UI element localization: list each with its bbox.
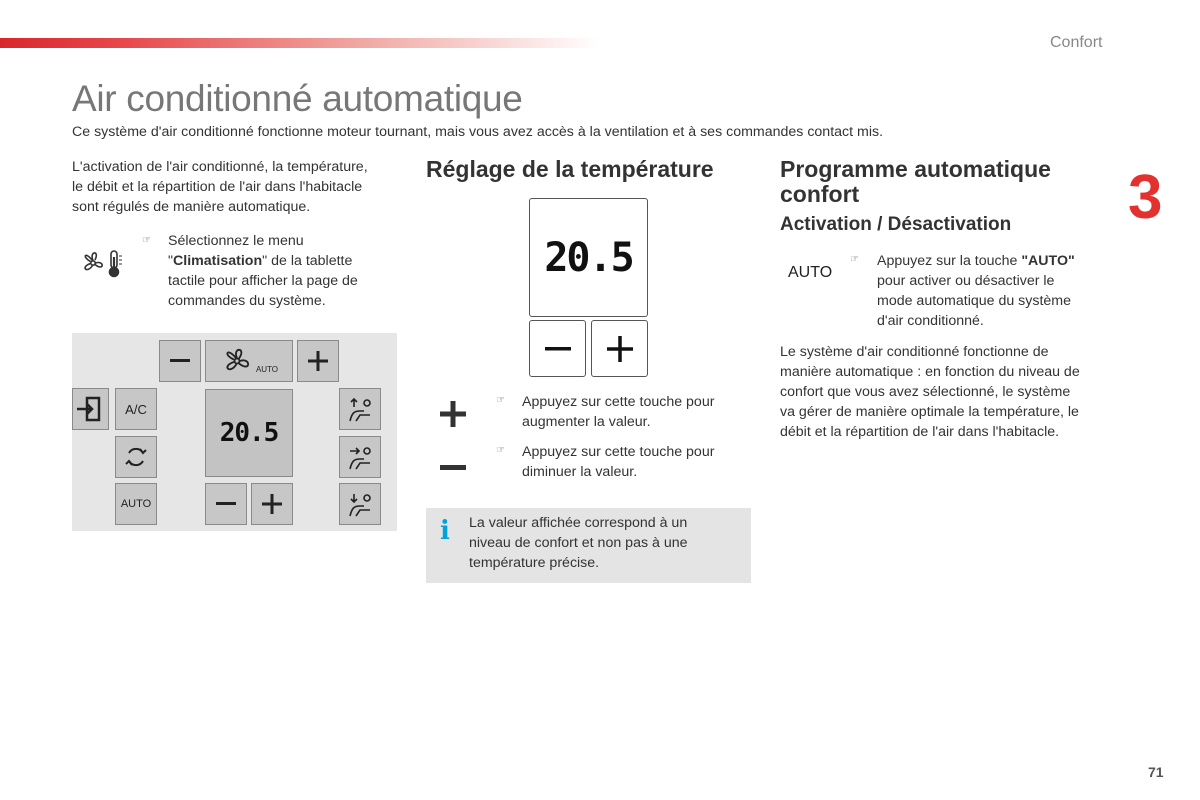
temperature-display-large [529, 198, 648, 317]
display-value: 20.5 [544, 234, 633, 281]
minus-icon [440, 458, 466, 476]
page-title: Air conditionné automatique [72, 78, 523, 119]
recirculation-icon [124, 445, 148, 469]
airflow-windscreen-icon [346, 395, 374, 423]
temperature-display [205, 389, 293, 477]
auto-button[interactable]: AUTO [115, 483, 157, 525]
chapter-number: 3 [1128, 163, 1163, 232]
plus-icon [308, 351, 328, 371]
temperature-heading: Réglage de la température [426, 156, 714, 182]
plus-icon [607, 336, 633, 362]
info-box [426, 508, 751, 583]
bullet-icon: ☞ [496, 445, 505, 456]
temp-plus-button[interactable] [251, 483, 293, 525]
auto-button-label: AUTO [788, 264, 833, 281]
bullet-icon: ☞ [850, 254, 859, 265]
minus-icon [545, 347, 571, 351]
auto-instruction: Appuyez sur la touche "AUTO" pour activer ou désactiver le mode automatique du système d'air conditionné. [877, 253, 1075, 329]
info-text: La valeur affichée correspond à un niveau de confort et non pas à une température précise. [469, 515, 688, 571]
airflow-windscreen-button[interactable] [339, 388, 381, 430]
auto-program-paragraph: Le système d'air conditionné fonctionne de manière automatique : en fonction du niveau de confort que vous avez sélectionné, le système va gérer de manière optimale la température, le débit et la répartition de l'air dans l'habitacle. [780, 344, 1080, 440]
airflow-feet-icon [346, 490, 374, 518]
temperature-minus-button[interactable] [529, 320, 586, 377]
fan-minus-button[interactable] [159, 340, 201, 382]
fan-auto-label: AUTO [255, 364, 279, 374]
fan-plus-button[interactable] [297, 340, 339, 382]
ac-button[interactable]: A/C [115, 388, 157, 430]
fan-auto-display[interactable] [205, 340, 293, 382]
header-accent-bar [0, 38, 600, 48]
exit-icon [77, 395, 103, 423]
airflow-feet-button[interactable] [339, 483, 381, 525]
fan-thermometer-icon [80, 247, 126, 284]
airflow-face-icon [346, 443, 374, 471]
temperature-plus-button[interactable] [591, 320, 648, 377]
minus-icon [170, 359, 190, 363]
col1-instruction: Sélectionnez le menu "Climatisation" de la tablette tactile pour afficher la page de commandes du système. [168, 233, 358, 309]
plus-icon [262, 494, 282, 514]
info-icon: i [440, 516, 450, 546]
auto-program-heading: Programme automatique confort [780, 156, 1051, 207]
minus-icon [216, 502, 236, 506]
page-number: 71 [1148, 764, 1164, 780]
bullet-icon: ☞ [496, 395, 505, 406]
temp-minus-button[interactable] [205, 483, 247, 525]
temperature-value: 20.5 [219, 418, 279, 448]
airflow-face-button[interactable] [339, 436, 381, 478]
decrease-instruction: Appuyez sur cette touche pour diminuer la valeur. [522, 444, 715, 480]
activation-subheading: Activation / Désactivation [780, 214, 1012, 235]
intro-text: Ce système d'air conditionné fonctionne moteur tournant, mais vous avez accès à la ventilation et à ses commandes contact mis. [72, 124, 884, 140]
increase-instruction: Appuyez sur cette touche pour augmenter la valeur. [522, 394, 715, 430]
plus-icon [440, 401, 466, 432]
bullet-icon: ☞ [142, 235, 151, 246]
recirculation-button[interactable] [115, 436, 157, 478]
section-label: Confort [1050, 34, 1103, 51]
fan-icon [220, 345, 254, 377]
climate-control-panel [72, 333, 397, 531]
exit-button[interactable] [72, 388, 109, 430]
col1-paragraph: L'activation de l'air conditionné, la température, le débit et la répartition de l'air dans l'habitacle sont régulés de manière automatique. [72, 159, 368, 215]
